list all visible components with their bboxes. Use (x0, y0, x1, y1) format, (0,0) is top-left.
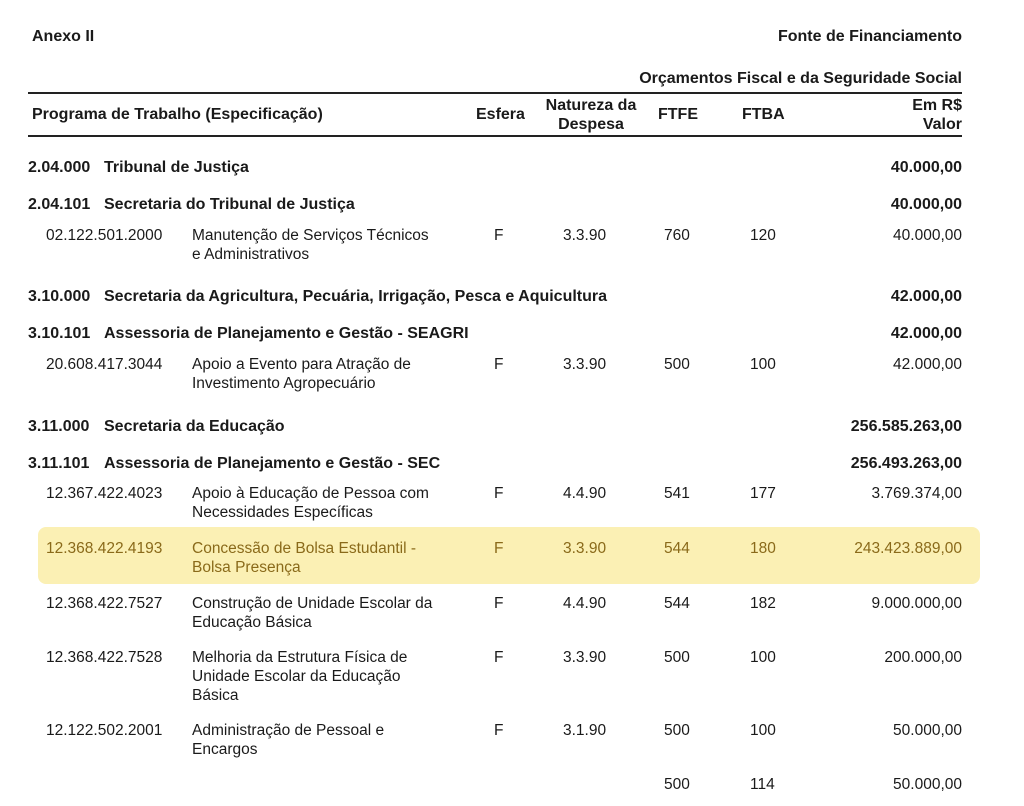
item-ftba: 100 (750, 356, 776, 373)
item-sphere: F (494, 540, 504, 557)
item-ftfe: 760 (664, 227, 690, 244)
item-desc-line1: Concessão de Bolsa Estudantil - (192, 540, 417, 557)
item-desc-line1: Apoio a Evento para Atração de (192, 356, 411, 373)
budget-type-label: Orçamentos Fiscal e da Seguridade Social (639, 70, 962, 87)
section-code: 3.10.101 (28, 325, 91, 342)
item-ftba: 182 (750, 595, 776, 612)
item-ftba: 120 (750, 227, 776, 244)
item-ftfe: 500 (664, 356, 690, 373)
annex-label: Anexo II (32, 28, 95, 45)
section-code: 3.11.101 (28, 455, 90, 472)
item-sphere: F (494, 227, 504, 244)
item-nature: 3.3.90 (563, 540, 607, 557)
item-nature: 3.3.90 (563, 227, 607, 244)
item-desc-line1: Melhoria da Estrutura Física de (192, 649, 408, 666)
item-desc-line2: Encargos (192, 741, 258, 758)
item-ftba: 100 (750, 722, 776, 739)
item-sphere: F (494, 595, 504, 612)
item-sphere: F (494, 485, 504, 502)
item-desc-line2: Necessidades Específicas (192, 504, 373, 521)
item-sphere: F (494, 356, 504, 373)
item-ftfe: 500 (664, 722, 690, 739)
header-bottom-rule (28, 135, 962, 137)
item-desc-line3: Básica (192, 687, 239, 704)
item-desc-line1: Apoio à Educação de Pessoa com (192, 485, 429, 502)
item-ftba: 100 (750, 649, 776, 666)
item-value: 42.000,00 (893, 356, 962, 373)
item-ftba: 180 (750, 540, 776, 557)
section-value: 42.000,00 (890, 325, 962, 342)
item-desc-line2: Unidade Escolar da Educação (192, 668, 401, 685)
item-code: 12.367.422.4023 (46, 485, 163, 502)
col-value-line2: Valor (922, 116, 962, 133)
item-desc-line2: Investimento Agropecuário (192, 375, 376, 392)
col-nature-line2: Despesa (558, 116, 624, 133)
col-nature-line1: Natureza da (545, 97, 637, 114)
item-nature: 3.1.90 (563, 722, 607, 739)
item-code: 12.368.422.7528 (46, 649, 163, 666)
item-ftfe: 541 (664, 485, 690, 502)
section-name: Secretaria do Tribunal de Justiça (104, 196, 355, 213)
item-nature: 4.4.90 (563, 595, 607, 612)
item-sphere: F (494, 722, 504, 739)
item-value: 200.000,00 (884, 649, 962, 666)
item-desc-line1: Administração de Pessoal e (192, 722, 385, 739)
col-program: Programa de Trabalho (Especificação) (32, 106, 323, 123)
item-desc-line1: Manutenção de Serviços Técnicos (192, 227, 429, 244)
item-code: 12.122.502.2001 (46, 722, 163, 739)
section-code: 2.04.101 (28, 196, 91, 213)
item-code: 20.608.417.3044 (46, 356, 163, 373)
section-name: Secretaria da Agricultura, Pecuária, Irrigação, Pesca e Aquicultura (104, 288, 608, 305)
item-desc-line1: Construção de Unidade Escolar da (192, 595, 433, 612)
section-code: 3.10.000 (28, 288, 91, 305)
item-ftba: 114 (750, 776, 775, 793)
col-ftfe: FTFE (658, 106, 698, 123)
row-highlight (38, 527, 980, 584)
item-ftfe: 544 (664, 540, 690, 557)
item-ftfe: 500 (664, 649, 690, 666)
item-value: 243.423.889,00 (854, 540, 962, 557)
col-sphere: Esfera (476, 106, 525, 123)
section-name: Assessoria de Planejamento e Gestão - SEC (104, 455, 441, 472)
item-ftfe: 500 (664, 776, 690, 793)
item-nature: 4.4.90 (563, 485, 607, 502)
item-code: 12.368.422.4193 (46, 540, 163, 557)
item-value: 50.000,00 (893, 776, 962, 793)
item-desc-line2: Bolsa Presença (192, 559, 301, 576)
header-top-rule (28, 92, 962, 94)
section-value: 256.493.263,00 (850, 455, 962, 472)
funding-source-label: Fonte de Financiamento (777, 28, 962, 45)
item-desc-line2: Educação Básica (192, 614, 312, 631)
section-code: 2.04.000 (28, 159, 91, 176)
section-code: 3.11.000 (28, 418, 90, 435)
section-value: 40.000,00 (890, 196, 962, 213)
section-name: Assessoria de Planejamento e Gestão - SEAGRI (104, 325, 469, 342)
item-sphere: F (494, 649, 504, 666)
item-value: 3.769.374,00 (871, 485, 962, 502)
item-value: 50.000,00 (893, 722, 962, 739)
section-value: 40.000,00 (890, 159, 962, 176)
item-nature: 3.3.90 (563, 356, 607, 373)
col-value-line1: Em R$ (912, 97, 962, 114)
item-desc-line2: e Administrativos (192, 246, 310, 263)
item-code: 02.122.501.2000 (46, 227, 163, 244)
section-value: 42.000,00 (890, 288, 962, 305)
item-code: 12.368.422.7527 (46, 595, 163, 612)
item-nature: 3.3.90 (563, 649, 607, 666)
section-value: 256.585.263,00 (850, 418, 962, 435)
item-value: 9.000.000,00 (871, 595, 962, 612)
section-name: Secretaria da Educação (104, 418, 285, 435)
item-value: 40.000,00 (893, 227, 962, 244)
section-name: Tribunal de Justiça (104, 159, 249, 176)
col-ftba: FTBA (742, 106, 785, 123)
item-ftfe: 544 (664, 595, 690, 612)
item-ftba: 177 (750, 485, 776, 502)
